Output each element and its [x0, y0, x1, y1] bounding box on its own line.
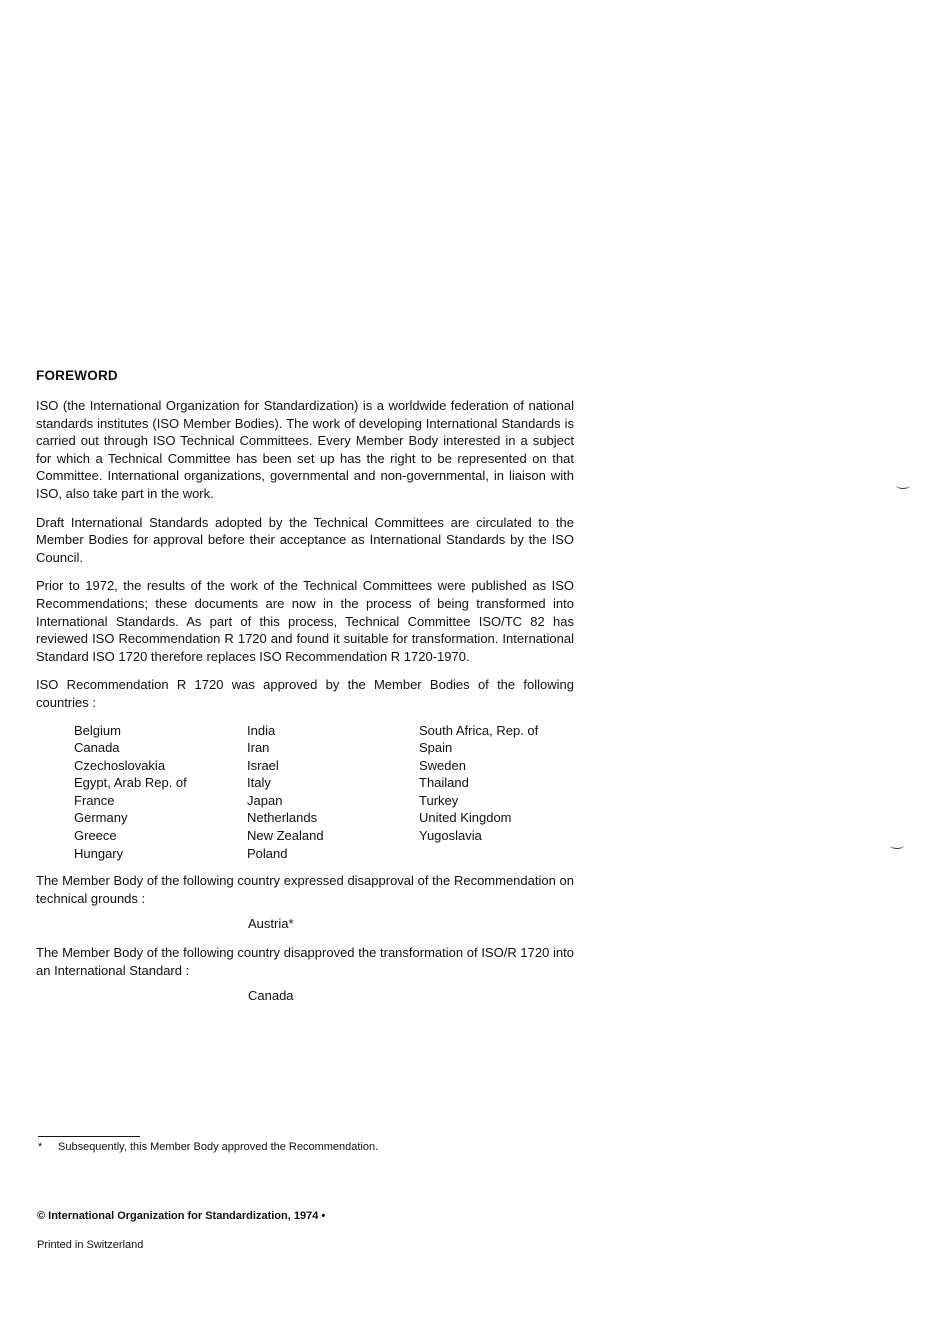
countries-column-1	[74, 722, 247, 863]
footnote-marker: *	[38, 1141, 43, 1153]
country-item: New Zealand	[247, 828, 324, 844]
transformation-country: Canada	[248, 988, 294, 1004]
country-item: Egypt, Arab Rep. of	[74, 775, 187, 791]
countries-column-2	[247, 722, 419, 863]
country-item: Greece	[74, 828, 117, 844]
margin-mark	[890, 842, 904, 849]
country-item: Spain	[419, 740, 453, 756]
country-item: South Africa, Rep. of	[419, 722, 539, 738]
country-item: Poland	[247, 845, 288, 861]
country-item: Netherlands	[247, 810, 318, 826]
country-item: Germany	[74, 810, 128, 826]
paragraph-prior-1972: Prior to 1972, the results of the work of the Technical Committees were published as ISO Recommendations; these documents are now in the process of being transformed into International Standards. As part of this process, Technical Committee ISO/TC 82 has reviewed ISO Recommendation R 1720 and found it suitable for transformation. International Standard ISO 1720 therefore replaces ISO Recommendation R 1720-1970.	[36, 578, 574, 664]
country-item: Japan	[247, 792, 283, 808]
paragraph-approval: ISO Recommendation R 1720 was approved by the Member Bodies of the following countries :	[36, 677, 574, 710]
country-item: Yugoslavia	[419, 828, 482, 844]
country-item: Israel	[247, 757, 279, 773]
country-item: Belgium	[74, 722, 121, 738]
paragraph-iso-intro: ISO (the International Organization for Standardization) is a worldwide federation of national standards institutes (ISO Member Bodies). The work of developing International Standards is carried out through ISO Technical Committees. Every Member Body interested in a subject for which a Technical Committee has been set up has the right to be represented on that Committee. International organizations, governmental and non-governmental, in liaison with ISO, also take part in the work.	[36, 398, 574, 501]
country-item: United Kingdom	[419, 810, 512, 826]
paragraph-draft-standards: Draft International Standards adopted by the Technical Committees are circulated to the Member Bodies for approval before their acceptance as International Standards by the ISO Council.	[36, 514, 574, 565]
country-item: Hungary	[74, 845, 124, 861]
paragraph-disapproval: The Member Body of the following country expressed disapproval of the Recommendation on technical grounds :	[36, 873, 574, 906]
country-item: Sweden	[419, 757, 466, 773]
footnote-divider	[38, 1136, 140, 1137]
country-item: Turkey	[419, 792, 459, 808]
country-item: Thailand	[419, 775, 469, 791]
footnote	[38, 1141, 378, 1153]
paragraph-transformation: The Member Body of the following country disapproved the transformation of ISO/R 1720 into an International Standard :	[36, 945, 574, 978]
country-item: Iran	[247, 740, 270, 756]
printed-line: Printed in Switzerland	[37, 1239, 144, 1251]
country-item: India	[247, 722, 276, 738]
country-item: France	[74, 792, 115, 808]
copyright-line: © International Organization for Standardization, 1974 •	[37, 1210, 326, 1222]
approving-countries-list	[74, 722, 574, 863]
margin-mark	[896, 482, 910, 489]
foreword-heading: FOREWORD	[36, 368, 118, 383]
country-item: Italy	[247, 775, 271, 791]
country-item: Canada	[74, 740, 120, 756]
disapproval-country: Austria*	[248, 916, 294, 932]
footnote-text: Subsequently, this Member Body approved the Recommendation.	[58, 1141, 379, 1153]
foreword-section	[36, 368, 574, 1016]
countries-column-3	[419, 722, 538, 863]
country-item: Czechoslovakia	[74, 757, 166, 773]
